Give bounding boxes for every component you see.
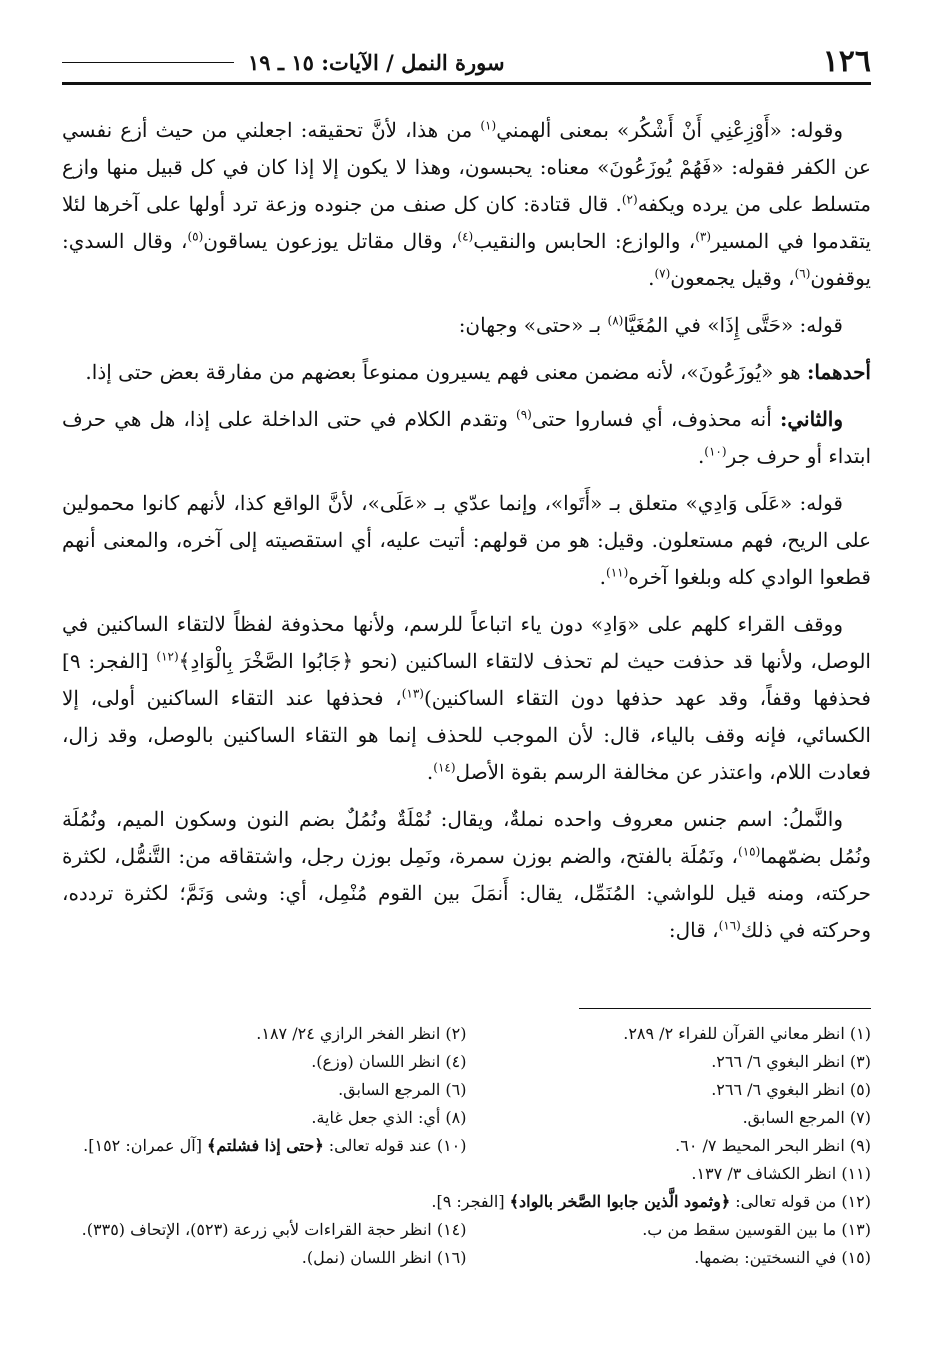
footnote-text: (١٠) عند قوله تعالى: — [323, 1136, 467, 1155]
footnote-text: [الفجر: ٩]. — [431, 1192, 510, 1211]
paragraph-5 — [62, 485, 871, 596]
footnote-ref-13[interactable]: (١٣) — [401, 686, 424, 701]
text-run: ، وقال السدي: يوقفون — [62, 229, 871, 290]
footnote-16: (١٦) انظر اللسان (نمل). — [301, 1248, 467, 1267]
footnote-14: (١٤) انظر حجة القراءات لأبي زرعة (٥٢٣)، الإتحاف (٣٣٥). — [81, 1220, 467, 1239]
paragraph-4 — [62, 401, 871, 475]
text-run: ، فحذفها عند التقاء الساكنين أولى، إلا الكسائي، فإنه وقف بالياء، قال: لأن الموجب للحذف إنما هو التقاء الساكنين بالوصل، وقد زال، فعادت اللام، واعتذر عن مخالفة الرسم بقوة الأصل — [62, 686, 871, 784]
footnote-ref-6[interactable]: (٦) — [794, 266, 811, 281]
footnote-row — [62, 1020, 871, 1048]
text-run: من هذا، لأنَّ تحقيقه: اجعلني من حيث أزع نفسي عن الكفر فقوله: «فَهُمْ يُوزَعُونَ» معناه: يحبسون، وهذا لا يكون إلا إذا كان في كل قبيل منها وازع متسلط على من يرده ويكفه — [62, 118, 871, 216]
text-run: قوله: «حَتَّى إِذَا» في المُغَيَّا — [623, 313, 843, 337]
paragraph-lead: أحدهما: — [806, 360, 871, 384]
footnote-7: (٧) المرجع السابق. — [742, 1108, 871, 1127]
footnote-ref-14[interactable]: (١٤) — [433, 760, 456, 775]
quran-quote: ﴿حتى إذا فشلتم﴾ — [207, 1136, 324, 1155]
footnote-ref-10[interactable]: (١٠) — [704, 444, 727, 459]
footnote-15: (١٥) في النسختين: بضمها. — [694, 1248, 871, 1267]
footnote-ref-11[interactable]: (١١) — [606, 565, 629, 580]
footnote-ref-4[interactable]: (٤) — [457, 229, 474, 244]
footnote-9: (٩) انظر البحر المحيط ٧/ ٦٠. — [675, 1136, 871, 1155]
paragraph-lead: والثاني: — [779, 407, 844, 431]
footnote-row — [62, 1188, 871, 1216]
footnote-ref-8[interactable]: (٨) — [607, 313, 624, 328]
paragraph-1 — [62, 112, 871, 297]
footnote-4: (٤) انظر اللسان (وزع). — [311, 1052, 467, 1071]
footnote-2: (٢) انظر الفخر الرازي ٢٤/ ١٨٧. — [256, 1024, 467, 1043]
footnote-text: [آل عمران: ١٥٢]. — [83, 1136, 208, 1155]
text-run: ، والوازع: الحابس والنقيب — [473, 229, 696, 253]
page-number: ١٢٦ — [822, 44, 871, 79]
text-run: . — [648, 266, 655, 290]
footnote-row — [62, 1216, 871, 1244]
text-run: ، وقال مقاتل يوزعون يساقون — [203, 229, 458, 253]
footnote-ref-12[interactable]: (١٢) — [156, 649, 179, 664]
footnote-row — [62, 1132, 871, 1160]
footnotes — [62, 1020, 871, 1272]
footnote-13: (١٣) ما بين القوسين سقط من ب. — [642, 1220, 871, 1239]
text-run: . — [697, 444, 705, 468]
text-run: وتقدم الكلام في حتى الداخلة على إذا، هل هي حرف ابتداء أو حرف جر — [62, 407, 871, 468]
footnote-ref-5[interactable]: (٥) — [187, 229, 204, 244]
footnote-ref-15[interactable]: (١٥) — [738, 844, 761, 859]
footnote-ref-16[interactable]: (١٦) — [718, 918, 741, 933]
footnote-ref-1[interactable]: (١) — [480, 118, 497, 133]
running-title — [62, 50, 505, 75]
footnote-ref-9[interactable]: (٩) — [516, 407, 532, 422]
footnote-5: (٥) انظر البغوي ٦/ ٢٦٦. — [711, 1080, 871, 1099]
text-run: [الفجر: ٩] فحذفها وقفاً، وقد عهد حذفها دون التقاء الساكنين) — [62, 649, 871, 710]
footnote-ref-7[interactable]: (٧) — [654, 266, 671, 281]
text-run: . قال قتادة: كان كل صنف من جنوده وزعة ترد أولها على آخرها لئلا يتقدموا في المسير — [62, 192, 871, 253]
footnote-10 — [62, 1132, 467, 1160]
footnote-3: (٣) انظر البغوي ٦/ ٢٦٦. — [711, 1052, 871, 1071]
footnote-text: (١٢) من قوله تعالى: — [730, 1192, 871, 1211]
paragraph-6 — [62, 606, 871, 791]
text-run: ووقف القراء كلهم على «وَادِ» دون ياء اتباعاً للرسم، ولأنها محذوفة لفظاً لالتقاء الساكنين في الوصل، ولأنها قد حذفت حيث لم تحذف لالتقاء الساكنين (نحو ﴿جَابُوا الصَّخْرَ بِالْوَادِ﴾ — [62, 612, 871, 673]
text-run: . — [599, 565, 607, 589]
text-run: بـ «حتى» وجهان: — [458, 313, 608, 337]
text-run: ، وقيل يجمعون — [670, 266, 795, 290]
footnote-11: (١١) انظر الكشاف ٣/ ١٣٧. — [691, 1164, 871, 1183]
quran-quote: ﴿وثمود الَّذين جابوا الصَّخر بالواد﴾ — [509, 1192, 731, 1211]
footnote-ref-2[interactable]: (٢) — [621, 192, 638, 207]
paragraph-3 — [62, 354, 871, 391]
footnote-divider — [579, 1008, 871, 1009]
footnote-12 — [62, 1188, 871, 1216]
paragraph-7 — [62, 801, 871, 949]
text-run: قوله: «عَلَى وَادِي» متعلق بـ «أَتَوا»، وإنما عدّي بـ «عَلَى»، لأنَّ الواقع كذا، لأنهم كانوا محمولين على الريح، فهم مستعلون. وقيل: هو من قولهم: أتيت عليه، أي استقصيته إلى آخره، والمعنى أنهم قطعوا الوادي كله وبلغوا آخره — [62, 491, 871, 589]
running-title-text: سورة النمل / الآيات: ١٥ ـ ١٩ — [248, 50, 505, 75]
text-run: أنه محذوف، أي فساروا حتى — [531, 407, 780, 431]
footnote-row — [62, 1048, 871, 1076]
footnote-1: (١) انظر معاني القرآن للفراء ٢/ ٢٨٩. — [623, 1024, 871, 1043]
text-run: وقوله: «أَوْزِعْنِي أَنْ أَشْكُر» بمعنى ألهمني — [496, 118, 843, 142]
footnote-row — [62, 1244, 871, 1272]
main-text — [62, 112, 871, 959]
footnote-row — [62, 1076, 871, 1104]
text-run: . — [426, 760, 434, 784]
page-header — [62, 42, 871, 85]
text-run: ، ونَمُلَة بالفتح، والضم بوزن سمرة، ونَمِل بوزن رجل، واشتقاقه من: التَّنمُّل، لكثرة حركته، ومنه قيل للواشي: المُنَمِّل، يقال: أَنمَلَ بين القوم مُنْمِل، أي: وشى وَنَمَّ؛ لكثرة تردده، وحركته في ذلك — [62, 844, 871, 942]
footnote-row — [62, 1160, 871, 1188]
text-run: ، قال: — [668, 918, 719, 942]
footnote-row — [62, 1104, 871, 1132]
paragraph-2 — [62, 307, 871, 344]
footnote-ref-3[interactable]: (٣) — [695, 229, 712, 244]
footnote-6: (٦) المرجع السابق. — [338, 1080, 467, 1099]
text-run: والنَّملُ: اسم جنس معروف واحده نملةٌ، ويقال: نُمْلَةٌ ونُمُلٌ بضم النون وسكون الميم، ونُمُلَة ونُمُل بضمّهما — [62, 807, 871, 868]
footnote-8: (٨) أي: الذي جعل غاية. — [311, 1108, 467, 1127]
text-run: هو «يُوزَعُونَ»، لأنه مضمن معنى فهم يسيرون ممنوعاً بعضهم من مفارقة بعض حتى إذا. — [85, 360, 807, 384]
header-divider — [62, 62, 234, 63]
